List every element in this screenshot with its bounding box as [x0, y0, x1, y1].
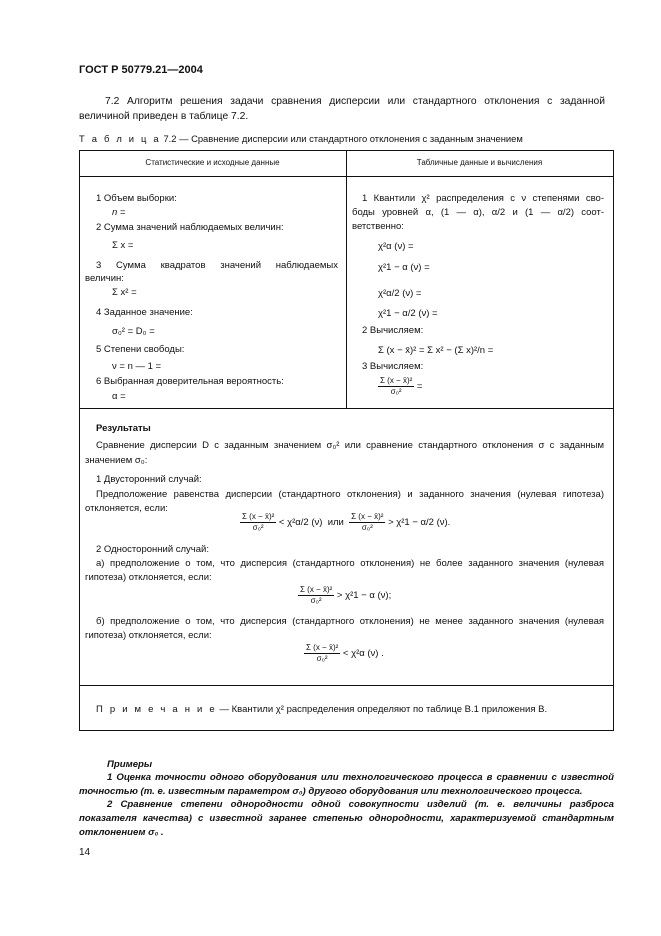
case-1-title: 1 Двусторонний случай:	[96, 474, 202, 485]
quantile-alpha-half: χ²α/2 (ν) =	[378, 288, 422, 299]
quantile-1-alpha-half: χ²1 − α/2 (ν) =	[378, 308, 438, 319]
example-2: 2 Сравнение степени однородности одной совокупности изделий (т. е. величины разброса показателя качества) с известной заранее степенью однородности, характеризуемой стандартным отклонением σ₀ .	[79, 799, 614, 838]
left-item-5: 5 Степени свободы:	[96, 344, 185, 355]
column-divider	[346, 150, 347, 408]
table-right-border	[613, 150, 614, 730]
caption-label: Т а б л и ц а	[79, 133, 161, 144]
results-title: Результаты	[96, 423, 151, 434]
formula-one-sided-b	[304, 643, 384, 664]
or-word: или	[327, 517, 344, 529]
fraction-3: $\frac{\text{Σ (x − x̄)²}}{\text{σ₀²}}$	[300, 585, 333, 605]
col-header-right: Табличные данные и вычисления	[416, 158, 543, 167]
right-value-3	[378, 376, 422, 397]
left-item-3b: величин:	[85, 273, 124, 284]
fraction-2: $\frac{\text{Σ (x − x̄)²}}{\text{σ₀²}}$	[351, 512, 384, 532]
left-value-3: Σ x² =	[112, 287, 137, 298]
left-value-6: α =	[112, 391, 126, 402]
case-2-title: 2 Односторонний случай:	[96, 544, 209, 555]
left-item-2: 2 Сумма значений наблюдаемых величин:	[96, 222, 284, 233]
fraction-4: $\frac{\text{Σ (x − x̄)²}}{\text{σ₀²}}$	[306, 643, 339, 663]
results-bottom-border	[79, 685, 614, 686]
right-value-2: Σ (x − x̄)² = Σ x² − (Σ x)²/n =	[378, 345, 494, 356]
fraction-r3: $\frac{\text{Σ (x − x̄)²}}{\text{σ₀²}}$	[380, 376, 413, 396]
right-item-2: 2 Вычисляем:	[362, 325, 424, 336]
table-note	[96, 704, 547, 715]
left-value-1: n =	[112, 207, 126, 218]
right-item-1c: ветственно:	[352, 221, 404, 232]
condition-a: > χ²1 − α (ν);	[336, 590, 392, 602]
left-value-2: Σ x =	[112, 240, 134, 251]
left-value-4: σ₀² = D₀ =	[112, 326, 155, 337]
note-label: П р и м е ч а н и е	[96, 704, 217, 715]
equals-sign: =	[416, 381, 423, 393]
right-item-3: 3 Вычисляем:	[362, 361, 424, 372]
quantile-alpha: χ²α (ν) =	[378, 241, 414, 252]
table-left-border	[79, 150, 80, 730]
left-item-1: 1 Объем выборки:	[96, 193, 177, 204]
fraction-1: $\frac{\text{Σ (x − x̄)²}}{\text{σ₀²}}$	[242, 512, 275, 532]
condition-lower: < χ²α/2 (ν)	[278, 517, 323, 529]
example-1: 1 Оценка точности одного оборудования или технологического процесса в сравнении с известной точностью (т. е. известным параметром σ₀) другого оборудования или технологического процесса.	[79, 772, 614, 797]
examples-title: Примеры	[107, 759, 153, 770]
case-1-text: Предположение равенства дисперсии (стандартного отклонения) и заданного значения (нулевая гипотеза) отклоняется, если:	[85, 489, 604, 514]
left-item-3a: 3 Сумма квадратов значений наблюдаемых	[96, 260, 338, 271]
right-item-1a: 1 Квантили χ² распределения с ν степенями сво-	[362, 193, 604, 204]
intro-paragraph: 7.2 Алгоритм решения задачи сравнения дисперсии или стандартного отклонения с заданной величиной приведен в таблице 7.2.	[79, 96, 605, 122]
data-bottom-border	[79, 408, 614, 409]
results-intro: Сравнение дисперсии D с заданным значением σ₀² или сравнение стандартного отклонения σ с заданным значением σ₀:	[85, 440, 604, 466]
left-item-4: 4 Заданное значение:	[96, 307, 193, 318]
page-number: 14	[79, 847, 91, 858]
case-2a-text: а) предположение о том, что дисперсия (стандартного отклонения) не более заданного значения (нулевая гипотеза) отклоняется, если:	[85, 558, 604, 583]
table-caption	[79, 133, 523, 144]
col-header-left: Статистические и исходные данные	[145, 158, 280, 167]
condition-upper: > χ²1 − α/2 (ν).	[388, 517, 451, 529]
condition-b: < χ²α (ν) .	[342, 648, 384, 660]
left-item-6: 6 Выбранная доверительная вероятность:	[96, 376, 284, 387]
right-item-1b: боды уровней α, (1 — α), α/2 и (1 — α/2) соот-	[352, 207, 604, 218]
note-text: — Квантили χ² распределения определяют по таблице В.1 приложения В.	[219, 704, 548, 715]
quantile-1-alpha: χ²1 − α (ν) =	[378, 262, 430, 273]
document-header: ГОСТ Р 50779.21—2004	[79, 64, 203, 76]
formula-two-sided	[240, 512, 450, 533]
left-value-5: ν = n — 1 =	[112, 361, 162, 372]
caption-text: 7.2 — Сравнение дисперсии или стандартного отклонения с заданным значением	[163, 133, 523, 144]
case-2b-text: б) предположение о том, что дисперсия (стандартного отклонения) не менее заданного значения (нулевая гипотеза) отклоняется, если:	[85, 616, 604, 641]
formula-one-sided-a	[298, 585, 391, 606]
table-bottom-border	[79, 730, 614, 731]
